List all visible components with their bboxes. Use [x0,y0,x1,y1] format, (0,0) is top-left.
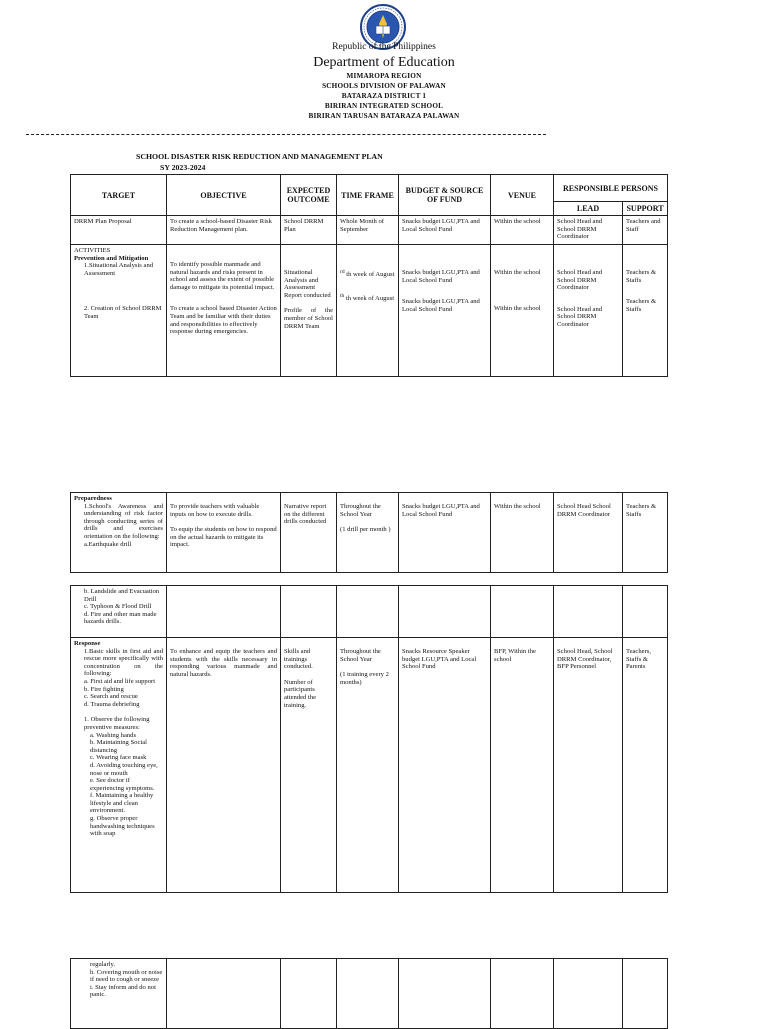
department-label: Department of Education [313,55,455,70]
cell-venue [491,493,554,573]
outcome-text: Narrative report on the different drills conducted [284,503,327,526]
measure-item: b. Maintaining Social distancing [90,739,147,754]
lead-text: School Head and School DRRM Coordinator [557,305,603,328]
outcome-text: Situational Analysis and Assessment Report conducted [284,269,331,299]
measure-item: c. Wearing face mask [90,754,147,762]
col-header-responsible: RESPONSIBLE PERSONS [554,175,668,202]
col-header-budget: BUDGET & SOURCE OF FUND [399,175,491,216]
cell-objective [167,245,281,377]
measure-item: e. See doctor if experiencing symptoms. [90,777,155,792]
section-prevention: Prevention and Mitigation [74,254,149,262]
cell-empty [337,959,399,1029]
venue-text: Within the school [494,503,541,510]
measure-item: h. Covering mouth or noise if need to cough or sneeze [90,968,163,984]
drill-item: b. Landslide and Evacuation Drill [84,588,160,603]
cell-budget [399,493,491,573]
col-header-expected-outcome: EXPECTED OUTCOME [281,175,337,216]
col-header-venue: VENUE [491,175,554,216]
cell-budget [399,245,491,377]
cell-empty [623,586,668,638]
objective-text: To provide teachers with valuable inputs on how to execute drills. [170,503,260,518]
time-text: th week of August [345,294,395,302]
district-label: BATARAZA DISTRICT 1 [341,92,427,100]
cell-time-frame [337,638,399,893]
cell-budget: Snacks budget LGU,PTA and Local School Fund [399,216,491,245]
drill-item: a.Earthquake drill [84,540,132,548]
activity-item: 2. Creation of School DRRM Team [84,305,162,320]
cell-lead [554,245,623,377]
lead-text: School Head and School DRRM Coordinator [557,269,603,292]
table-row [71,959,668,1029]
measure-item: g. Observe proper handwashing techniques with soap [90,815,155,838]
address-label: BIRIRAN TARUSAN BATARAZA PALAWAN [308,112,460,120]
time-note: (1 training every 2 months) [340,671,389,686]
table-row [71,586,668,638]
cell-venue [491,638,554,893]
outcome-text: Skills and trainings conducted. [284,648,313,671]
cell-empty [491,586,554,638]
header-divider [26,134,546,135]
measure-item: i. Stay inform and do not panic. [90,983,156,999]
lead-text: School Head School DRRM Coordinator [557,503,611,518]
col-header-support: SUPPORT [623,202,668,216]
cell-empty [167,586,281,638]
time-text: th week of August [346,271,395,279]
cell-time-frame [337,493,399,573]
col-header-time-frame: TIME FRAME [337,175,399,216]
cell-outcome [281,638,337,893]
activity-item: 1.School's Awareness and understanding of risk factor through conducting series of drills and exercises orientation on the following: [84,502,163,540]
time-text: Throughout the School Year [340,503,381,518]
cell-empty [337,586,399,638]
venue-text: Within the school [494,304,541,312]
budget-text: Snacks Resource Speaker budget LGU,PTA and Local School Fund [402,648,477,671]
activities-label: ACTIVITIES [74,247,111,254]
skill-item: c. Search and rescue [84,693,138,701]
cell-empty [399,586,491,638]
drill-item: d. Fire and other man made hazards drills. [84,610,157,626]
measure-item: regularly. [90,961,116,968]
cell-target [71,245,167,377]
measure-item: a. Washing hands [90,731,137,739]
drrm-plan-table [70,174,668,377]
cell-objective [167,638,281,893]
cell-empty [623,959,668,1029]
preparedness-table [70,492,668,573]
cell-venue [491,245,554,377]
drill-item: c. Typhoon & Flood Drill [84,603,152,611]
budget-text: Snacks budget LGU,PTA and Local School Fund [402,503,480,518]
cell-lead: School Head and School DRRM Coordinator [554,216,623,245]
cell-outcome: School DRRM Plan [281,216,337,245]
table-row [71,216,668,245]
cell-empty [167,959,281,1029]
table-row [71,245,668,377]
objective-text: To identify possible manmade and natural hazards and risks present in school and assess the extent of possible damage to mitigate its potential impact. [170,261,275,291]
region-label: MIMAROPA REGION [346,72,422,80]
cell-target [71,959,167,1029]
outcome-text: Profile of the member of School DRRM Team [284,307,333,330]
budget-text: Snacks budget LGU,PTA and Local School Fund [402,298,480,313]
objective-text: To create a school based Disaster Action Team and be familiar with their duties and responsibilities to effectively response during emergencies. [170,305,277,336]
cell-target [71,586,167,638]
school-label: BIRIRAN INTEGRATED SCHOOL [324,102,444,110]
plan-school-year: SY 2023-2024 [160,163,206,172]
support-text: Teachers & Staffs [626,269,657,284]
objective-text: To equip the students on how to respond on the actual hazards to mitigate its impact. [170,526,277,549]
cell-empty [281,586,337,638]
cell-outcome [281,245,337,377]
table-row [71,638,668,893]
budget-text: Snacks budget LGU,PTA and Local School Fund [402,269,480,284]
cell-venue: Within the school [491,216,554,245]
division-label: SCHOOLS DIVISION OF PALAWAN [322,82,446,90]
skill-item: a. First aid and life support [84,677,156,685]
cell-empty [281,959,337,1029]
cell-support [623,638,668,893]
cell-support [623,493,668,573]
cell-empty [554,959,623,1029]
cell-time-frame: $^{rd}$ th week of August $^{th}$ th week of August [337,245,399,377]
cell-support [623,245,668,377]
section-response: Response [74,640,101,647]
plan-title: SCHOOL DISASTER RISK REDUCTION AND MANAGEMENT PLAN [136,152,383,161]
cell-budget [399,638,491,893]
time-text: Throughout the School Year [340,648,381,663]
response-table [70,585,668,893]
cell-empty [399,959,491,1029]
time-note: (1 drill per month ) [340,526,391,534]
support-text: Teachers & Staffs [626,298,657,313]
cell-empty [554,586,623,638]
objective-text: To enhance and equip the teachers and students with the skills necessary in responding various manmade and natural hazards. [170,648,277,678]
skill-item: d. Trauma debriefing [84,700,140,708]
cell-objective: To create a school-based Disaster Risk Reduction Management plan. [167,216,281,245]
col-header-objective: OBJECTIVE [167,175,281,216]
cell-outcome [281,493,337,573]
cell-lead [554,493,623,573]
cell-empty [491,959,554,1029]
cell-target [71,638,167,893]
section-preparedness: Preparedness [74,495,112,502]
activity-item: 1.Basic skills in first aid and rescue more specifically with concentration on the following: [84,647,163,678]
lead-text: School Head, School DRRM Coordinator, BFP Personnel [557,648,613,671]
skill-item: b. Fire fighting [84,685,124,693]
venue-text: Within the school [494,269,541,276]
activity-item: 1. Observe the following preventive measures: [84,716,150,731]
cell-target: DRRM Plan Proposal [71,216,167,245]
cell-objective [167,493,281,573]
measure-item: d. Avoiding touching eye, nose or mouth [90,761,158,777]
continuation-table [70,958,668,1029]
support-text: Teachers, Staffs & Parents [626,648,651,671]
cell-support: Teachers and Staff [623,216,668,245]
col-header-lead: LEAD [554,202,623,216]
cell-time-frame: Whole Month of September [337,216,399,245]
venue-text: BFP, Within the school [494,648,536,663]
support-text: Teachers & Staffs [626,503,657,518]
cell-lead [554,638,623,893]
activity-item: 1.Situational Analysis and Assessment [84,262,154,277]
republic-label: Republic of the Philippines [332,42,436,52]
col-header-target: TARGET [71,175,167,216]
table-row [71,493,668,573]
cell-target [71,493,167,573]
measure-item: f. Maintaining a healthy lifestyle and clean environment. [90,792,154,815]
outcome-text: Number of participants attended the training. [284,678,317,709]
